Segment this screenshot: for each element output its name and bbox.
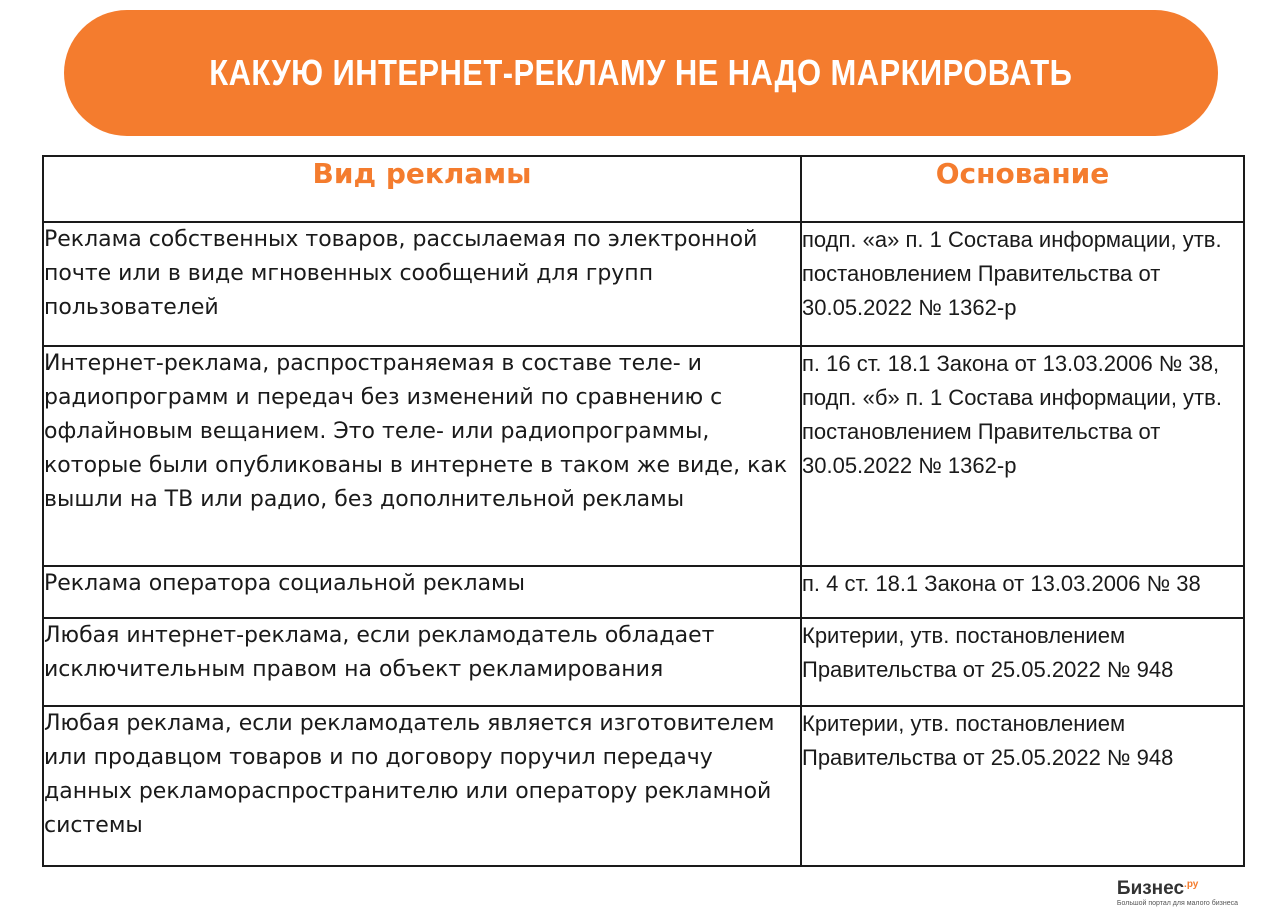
column-header-ad-type: Вид рекламы bbox=[43, 156, 801, 222]
table-row bbox=[43, 618, 1244, 706]
ad-type-cell: Любая интернет-реклама, если рекламодатель обладает исключительным правом на объект рекламирования bbox=[43, 618, 801, 706]
basis-cell: Критерии, утв. постановлением Правительства от 25.05.2022 № 948 bbox=[801, 706, 1244, 866]
column-header-basis: Основание bbox=[801, 156, 1244, 222]
ad-type-cell: Реклама оператора социальной рекламы bbox=[43, 566, 801, 618]
basis-cell: Критерии, утв. постановлением Правительства от 25.05.2022 № 948 bbox=[801, 618, 1244, 706]
table-row bbox=[43, 222, 1244, 346]
basis-cell: п. 4 ст. 18.1 Закона от 13.03.2006 № 38 bbox=[801, 566, 1244, 618]
table-header-row bbox=[43, 156, 1244, 222]
basis-cell: п. 16 ст. 18.1 Закона от 13.03.2006 № 38, подп. «б» п. 1 Состава информации, утв. постановлением Правительства от 30.05.2022 № 1362-р bbox=[801, 346, 1244, 566]
brand-logo bbox=[1117, 879, 1238, 908]
advertising-table bbox=[42, 155, 1245, 867]
ad-type-cell: Любая реклама, если рекламодатель является изготовителем или продавцом товаров и по договору поручил передачу данных рекламораспространителю или оператору рекламной системы bbox=[43, 706, 801, 866]
logo-word: Бизнес bbox=[1116, 878, 1185, 899]
title-banner bbox=[64, 10, 1218, 136]
basis-cell: подп. «а» п. 1 Состава информации, утв. постановлением Правительства от 30.05.2022 № 1362-р bbox=[801, 222, 1244, 346]
page-title: КАКУЮ ИНТЕРНЕТ-РЕКЛАМУ НЕ НАДО МАРКИРОВАТЬ bbox=[209, 52, 1073, 93]
logo-suffix: .ру bbox=[1184, 879, 1199, 890]
table-row bbox=[43, 706, 1244, 866]
logo-tagline: Большой портал для малого бизнеса bbox=[1116, 900, 1238, 907]
table-row bbox=[43, 566, 1244, 618]
table-row bbox=[43, 346, 1244, 566]
ad-type-cell: Интернет-реклама, распространяемая в составе теле- и радиопрограмм и передач без изменений по сравнению с офлайновым вещанием. Это теле- или радиопрограммы, которые были опубликованы в интернете в таком же виде, как вышли на ТВ или радио, без дополнительной рекламы bbox=[43, 346, 801, 566]
ad-type-cell: Реклама собственных товаров, рассылаемая по электронной почте или в виде мгновенных сообщений для групп пользователей bbox=[43, 222, 801, 346]
